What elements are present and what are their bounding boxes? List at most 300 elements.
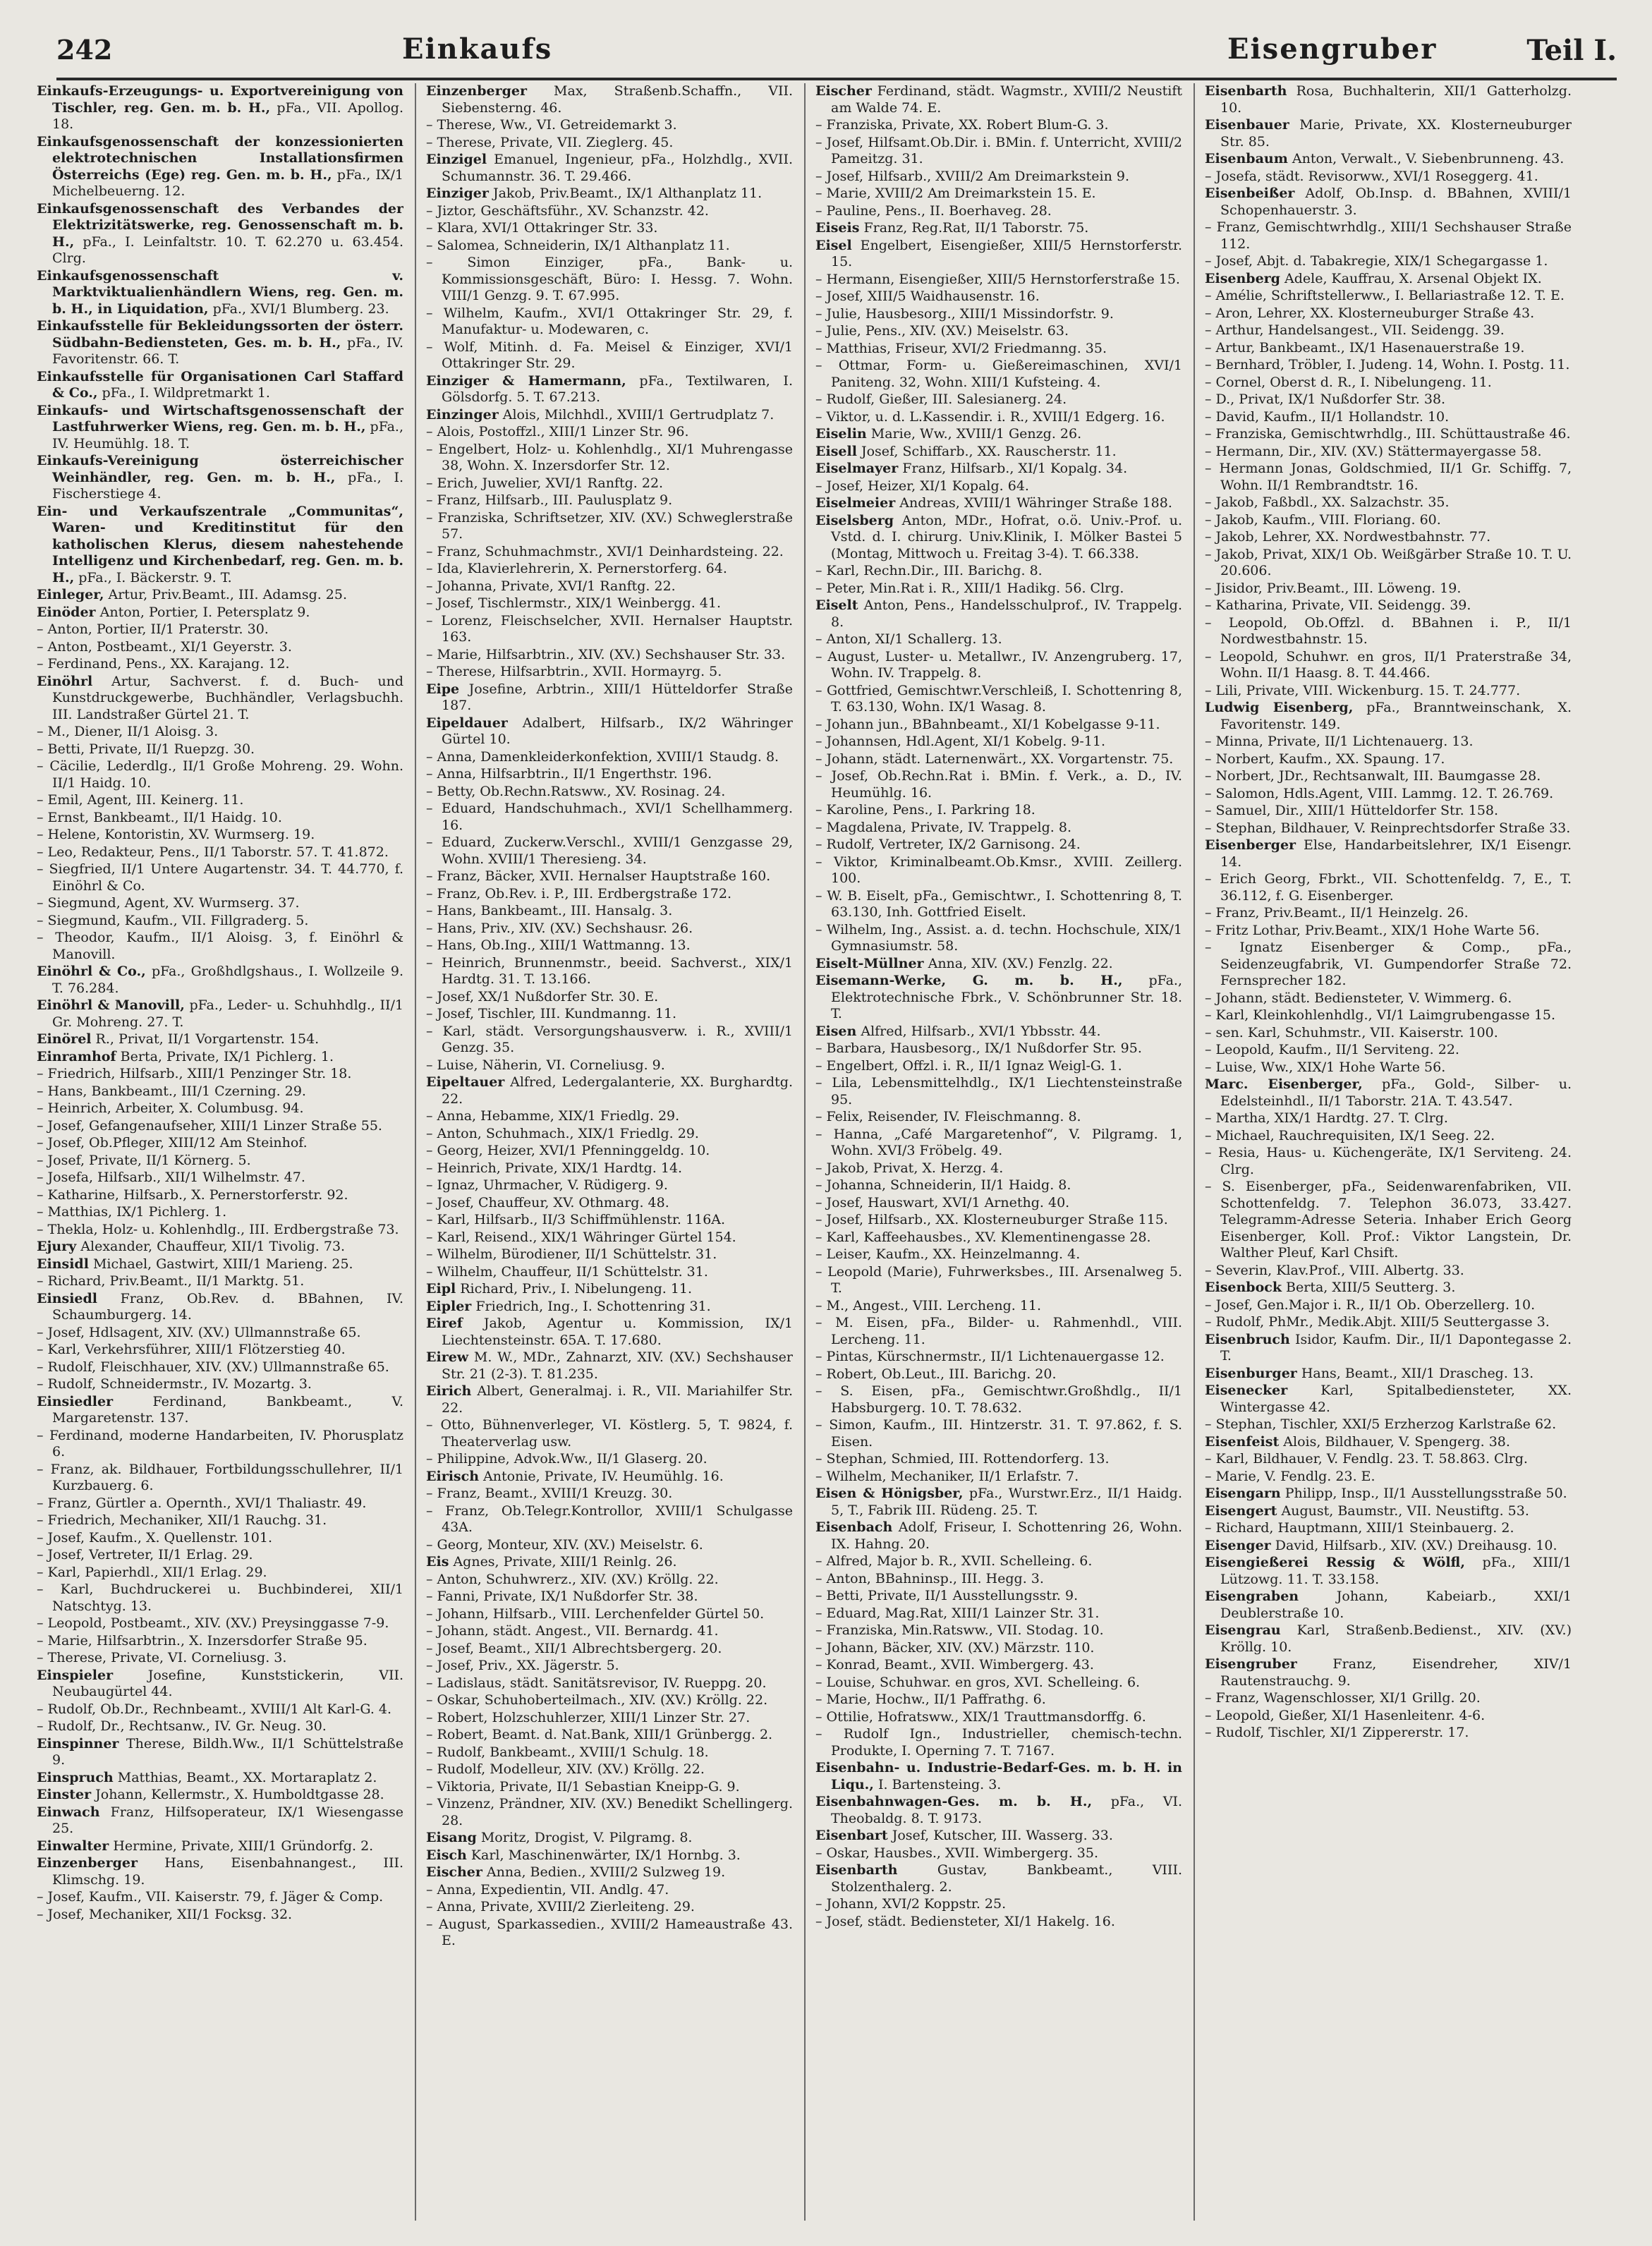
entry-name: Eisengießerei Ressig & Wölfl, xyxy=(1205,1555,1465,1570)
directory-entry xyxy=(426,561,793,578)
entry-name: Eisen & Hönigsber, xyxy=(815,1486,964,1501)
entry-details: pFa., I. Leinfaltstr. 10. T. 62.270 u. 63.454. Clrg. xyxy=(52,233,403,266)
entry-details: – Viktoria, Private, II/1 Sebastian Kneipp-G. 9. xyxy=(426,1778,740,1795)
directory-entry xyxy=(37,1291,403,1324)
entry-details: – Stephan, Tischler, XXI/5 Erzherzog Karlstraße 62. xyxy=(1205,1416,1557,1432)
directory-entry xyxy=(815,1605,1182,1622)
directory-entry xyxy=(815,854,1182,887)
directory-entry xyxy=(426,1469,793,1486)
directory-entry xyxy=(1205,391,1572,408)
entry-details: – M. Eisen, pFa., Bilder- u. Rahmenhdl., VIII. Lercheng. 11. xyxy=(815,1315,1182,1347)
entry-details: – Anton, Portier, II/1 Praterstr. 30. xyxy=(37,621,269,637)
directory-entry xyxy=(1205,871,1572,904)
entry-name: Einsidl xyxy=(37,1256,89,1272)
entry-details: – Josef, Private, II/1 Körnerg. 5. xyxy=(37,1152,251,1168)
directory-entry xyxy=(37,997,403,1031)
directory-entry xyxy=(1205,1060,1572,1076)
directory-entry xyxy=(426,1024,793,1057)
directory-entry xyxy=(37,587,403,604)
entry-details: – Jisidor, Priv.Beamt., III. Löweng. 19. xyxy=(1205,580,1462,596)
entry-details: – Wilhelm, Bürodiener, II/1 Schüttelstr. 31. xyxy=(426,1246,717,1262)
entry-name: Einster xyxy=(37,1787,92,1802)
directory-entry xyxy=(37,1083,403,1100)
directory-entry xyxy=(815,922,1182,955)
directory-entry xyxy=(426,1537,793,1554)
entry-details: – Ferdinand, Pens., XX. Karajang. 12. xyxy=(37,656,290,672)
directory-entry xyxy=(37,1736,403,1769)
entry-details: – Franz, Schuhmachmstr., XVI/1 Deinhardsteing. 22. xyxy=(426,543,784,559)
directory-entry xyxy=(1205,820,1572,837)
entry-details: – Lorenz, Fleischselcher, XVII. Hernalser Hauptstr. 163. xyxy=(426,612,793,645)
entry-details: – Karoline, Pens., I. Parkring 18. xyxy=(815,802,1035,818)
entry-details: Adolf, Ob.Insp. d. BBahnen, XVIII/1 Schopenhauerstr. 3. xyxy=(1220,186,1572,218)
entry-name: Eisenburger xyxy=(1205,1365,1297,1381)
entry-details: – sen. Karl, Schuhmstr., VII. Kaiserstr. 100. xyxy=(1205,1024,1498,1040)
directory-entry xyxy=(37,1787,403,1804)
directory-entry xyxy=(37,844,403,861)
entry-details: – Otto, Bühnenverleger, VI. Köstlerg. 5, T. 9824, f. Theaterverlag usw. xyxy=(426,1417,793,1450)
directory-entry xyxy=(815,495,1182,512)
entry-details: – W. B. Eiselt, pFa., Gemischtwr., I. Schottenring 8, T. 63.130, Inh. Gottfried Eiselt. xyxy=(815,887,1182,920)
entry-details: Adolf, Friseur, I. Schottenring 26, Wohn. IX. Hahng. 20. xyxy=(831,1519,1182,1552)
directory-entry xyxy=(815,1177,1182,1194)
directory-entry xyxy=(1205,837,1572,870)
entry-details: – Konrad, Beamt., XVII. Wimbergerg. 43. xyxy=(815,1657,1094,1673)
entry-name: Eis xyxy=(426,1554,449,1570)
entry-details: – Josef, Kaufm., X. Quellenstr. 101. xyxy=(37,1529,273,1546)
entry-details: – Emil, Agent, III. Keinerg. 11. xyxy=(37,792,244,808)
entry-details: Marie, Ww., XVIII/1 Genzg. 26. xyxy=(866,426,1082,442)
directory-entry xyxy=(426,1383,793,1416)
entry-name: Einkaufsstelle für Organisationen Carl Staffard & Co., xyxy=(37,368,403,401)
entry-details: – Heinrich, Arbeiter, X. Columbusg. 94. xyxy=(37,1100,304,1116)
entry-details: – Eduard, Mag.Rat, XIII/1 Lainzer Str. 31. xyxy=(815,1605,1100,1621)
entry-details: Johann, Kabeiarb., XXI/1 Deublerstraße 10. xyxy=(1220,1589,1572,1621)
directory-entry xyxy=(426,613,793,646)
entry-name: Einsiedler xyxy=(37,1393,114,1409)
directory-entry xyxy=(815,1760,1182,1793)
entry-details: – Felix, Reisender, IV. Fleischmanng. 8. xyxy=(815,1109,1081,1124)
directory-entry xyxy=(815,1109,1182,1126)
entry-name: Einramhof xyxy=(37,1048,116,1064)
entry-details: Anna, XIV. (XV.) Fenzlg. 22. xyxy=(923,955,1113,971)
entry-details: – Josef, Vertreter, II/1 Erlag. 29. xyxy=(37,1547,253,1562)
entry-name: Einkaufs- und Wirtschaftsgenossenschaft der Lastfuhrwerker Wiens, reg. Gen. m. b. H., xyxy=(37,402,403,435)
directory-entry xyxy=(815,1914,1182,1931)
entry-name: Eiselmeier xyxy=(815,495,896,511)
directory-entry xyxy=(815,117,1182,134)
directory-entry xyxy=(37,1100,403,1117)
entry-details: – S. Eisenberger, pFa., Seidenwarenfabriken, VII. Schottenfeldg. 7. Telephon 36.073, 33.427. Telegramm-Adresse Seteria. Inhaber Erich Georg Eisenberger, Koll. Prof.: Viktor Langstein, Dr. Walther Pleuf, Karl Chsift. xyxy=(1205,1179,1572,1261)
directory-entry xyxy=(426,475,793,492)
entry-name: Eisenbeißer xyxy=(1205,186,1295,201)
directory-entry xyxy=(37,1495,403,1512)
entry-details: Artur, Priv.Beamt., III. Adamsg. 25. xyxy=(104,587,348,602)
directory-entry xyxy=(37,1462,403,1495)
directory-entry xyxy=(426,1589,793,1605)
directory-entry xyxy=(1205,1128,1572,1145)
entry-details: – Anna, Hilfsarbtrin., II/1 Engerthstr. 196. xyxy=(426,766,712,782)
directory-entry xyxy=(815,1553,1182,1570)
entry-details: – Vinzenz, Prändner, XIV. (XV.) Benedikt Schellingerg. 28. xyxy=(426,1796,793,1828)
entry-details: – Marie, Hilfsarbtrin., X. Inzersdorfer Straße 95. xyxy=(37,1632,368,1649)
entry-details: – Heinrich, Brunnenmstr., beeid. Sachverst., XIX/1 Hardtg. 31. T. 13.166. xyxy=(426,954,793,987)
directory-entry xyxy=(37,134,403,200)
entry-details: pFa., XVI/1 Blumberg. 23. xyxy=(208,301,389,317)
entry-details: – Josef, Mechaniker, XII/1 Focksg. 32. xyxy=(37,1906,293,1922)
directory-entry xyxy=(815,1349,1182,1366)
directory-entry xyxy=(426,1830,793,1847)
entry-name: Einkaufsgenossenschaft v. Marktviktualienhändlern Wiens, reg. Gen. m. b. H., in Liquidation, xyxy=(37,267,403,317)
directory-entry xyxy=(37,674,403,724)
entry-name: Eisenbock xyxy=(1205,1280,1282,1295)
entry-name: Einkaufs-Vereinigung österreichischer Weinhändler, reg. Gen. m. b. H., xyxy=(37,453,403,485)
entry-details: – Resia, Haus- u. Küchengeräte, IX/1 Serviteng. 24. Clrg. xyxy=(1205,1145,1572,1177)
entry-details: – Josef, Hauswart, XVI/1 Arnethg. 40. xyxy=(815,1194,1070,1210)
entry-details: – D., Privat, IX/1 Nußdorfer Str. 38. xyxy=(1205,391,1446,407)
entry-details: – Josef, XX/1 Nußdorfer Str. 30. E. xyxy=(426,988,659,1004)
entry-details: pFa., Großhdlgshaus., I. Wollzeile 9. T. 76.284. xyxy=(52,964,403,996)
directory-entry xyxy=(37,895,403,912)
directory-entry xyxy=(426,203,793,220)
entry-details: – Ida, Klavierlehrerin, X. Pernerstorferg. 64. xyxy=(426,561,727,576)
entry-details: – Wilhelm, Kaufm., XVI/1 Ottakringer Str. 29, f. Manufaktur- u. Modewaren, c. xyxy=(426,305,793,337)
directory-entry xyxy=(815,1040,1182,1057)
entry-name: Einöhrl xyxy=(37,673,93,689)
directory-entry xyxy=(426,1554,793,1571)
directory-entry xyxy=(1205,649,1572,682)
directory-entry xyxy=(426,1006,793,1023)
entry-details: – Heinrich, Private, XIX/1 Hardtg. 14. xyxy=(426,1160,683,1176)
entry-details: – Josefa, städt. Revisorww., XVI/1 Roseggerg. 41. xyxy=(1205,168,1538,184)
directory-entry xyxy=(1205,1434,1572,1451)
entry-details: – Helene, Kontoristin, XV. Wurmserg. 19. xyxy=(37,827,315,842)
directory-entry xyxy=(1205,1520,1572,1537)
entry-details: – Georg, Monteur, XIV. (XV.) Meiselstr. 6. xyxy=(426,1536,703,1553)
directory-entry xyxy=(815,391,1182,408)
entry-details: – Amélie, Schriftstellerww., I. Bellariastraße 12. T. E. xyxy=(1205,288,1565,303)
directory-entry xyxy=(1205,219,1572,253)
entry-name: Eipeltauer xyxy=(426,1074,505,1090)
entry-details: Josef, Kutscher, III. Wasserg. 33. xyxy=(887,1828,1113,1843)
entry-details: – Franziska, Schriftsetzer, XIV. (XV.) Schweglerstraße 57. xyxy=(426,509,793,542)
directory-entry xyxy=(426,1675,793,1692)
entry-details: Emanuel, Ingenieur, pFa., Holzhdlg., XVII. Schumannstr. 36. T. 29.466. xyxy=(442,152,793,184)
entry-name: Einöder xyxy=(37,604,96,620)
entry-details: – Salomon, Hdls.Agent, VIII. Lammg. 12. T. 26.769. xyxy=(1205,785,1554,801)
entry-details: – Karl, Verkehrsführer, XIII/1 Flötzerstieg 40. xyxy=(37,1342,346,1357)
directory-entry xyxy=(426,1349,793,1383)
entry-name: Einleger, xyxy=(37,587,104,602)
directory-entry xyxy=(1205,1486,1572,1503)
entry-name: Einspinner xyxy=(37,1735,119,1752)
directory-entry xyxy=(1205,1076,1572,1110)
directory-entry xyxy=(1205,1589,1572,1622)
entry-name: Eisengert xyxy=(1205,1503,1277,1519)
directory-entry xyxy=(426,1761,793,1778)
directory-entry xyxy=(815,238,1182,271)
entry-details: – Betty, Ob.Rechn.Ratsww., XV. Rosinag. 24. xyxy=(426,783,726,799)
directory-entry xyxy=(1205,1538,1572,1555)
entry-details: Richard, Priv., I. Nibelungeng. 11. xyxy=(456,1281,693,1297)
entry-name: Eiselin xyxy=(815,426,867,442)
entry-details: Berta, Private, IX/1 Pichlerg. 1. xyxy=(116,1048,334,1064)
entry-details: pFa., Elektrotechnische Fbrk., V. Schönbrunner Str. 18. T. xyxy=(831,973,1182,1021)
directory-entry xyxy=(426,220,793,237)
directory-entry xyxy=(37,1031,403,1048)
entry-details: – Georg, Heizer, XVI/1 Pfenninggeldg. 10. xyxy=(426,1143,710,1158)
directory-entry xyxy=(426,903,793,920)
directory-entry xyxy=(426,238,793,255)
entry-details: – Alfred, Major b. R., XVII. Schelleing. 6. xyxy=(815,1553,1093,1569)
directory-entry xyxy=(815,1486,1182,1519)
entry-details: – Jiztor, Geschäftsführ., XV. Schanzstr. 42. xyxy=(426,202,709,219)
directory-entry xyxy=(426,1451,793,1468)
entry-details: – Minna, Private, II/1 Lichtenauerg. 13. xyxy=(1205,734,1474,749)
entry-details: – Johann, städt. Laternenwärt., XX. Vorgartenstr. 75. xyxy=(815,751,1174,767)
entry-details: – Louise, Schuhwar. en gros, XVI. Schelleing. 6. xyxy=(815,1674,1141,1690)
entry-details: – M., Angest., VIII. Lercheng. 11. xyxy=(815,1297,1042,1313)
directory-entry xyxy=(815,1845,1182,1862)
entry-details: – Richard, Hauptmann, XIII/1 Steinbauerg. 2. xyxy=(1205,1520,1514,1536)
directory-entry xyxy=(37,1428,403,1461)
directory-entry xyxy=(37,201,403,267)
directory-entry xyxy=(1205,1297,1572,1314)
directory-entry xyxy=(1205,151,1572,168)
directory-entry xyxy=(1205,1708,1572,1725)
directory-entry xyxy=(37,1342,403,1359)
entry-name: Eischer xyxy=(815,83,872,99)
directory-entry xyxy=(1205,1110,1572,1127)
entry-details: I. Bartensteing. 3. xyxy=(873,1776,1002,1792)
entry-details: – Eduard, Handschuhmach., XVI/1 Schellhammerg. 16. xyxy=(426,801,793,833)
entry-details: – Arthur, Handelsangest., VII. Seidengg. 39. xyxy=(1205,322,1505,338)
directory-entry xyxy=(426,1230,793,1246)
entry-details: – Josef, Hdlsagent, XIV. (XV.) Ullmannstraße 65. xyxy=(37,1324,361,1340)
directory-entry xyxy=(1205,1503,1572,1520)
entry-details: – Johanna, Private, XVI/1 Ranftg. 22. xyxy=(426,578,676,594)
directory-entry xyxy=(815,1469,1182,1486)
directory-entry xyxy=(37,861,403,894)
entry-details: – Johanna, Schneiderin, II/1 Haidg. 8. xyxy=(815,1177,1071,1193)
entry-details: – Ignaz, Uhrmacher, V. Rüdigerg. 9. xyxy=(426,1177,668,1193)
entry-details: – Josef, Tischler, III. Kundmanng. 11. xyxy=(426,1006,677,1021)
directory-entry xyxy=(426,135,793,152)
entry-details: – Magdalena, Private, IV. Trappelg. 8. xyxy=(815,819,1071,835)
right-running-head: Eisengruber xyxy=(1227,32,1438,66)
entry-details: – Cäcilie, Lederdlg., II/1 Große Mohreng. 29. Wohn. II/1 Haidg. 10. xyxy=(37,758,403,791)
directory-entry xyxy=(815,1212,1182,1229)
directory-entry xyxy=(815,1366,1182,1383)
entry-details: – Rudolf, Modelleur, XIV. (XV.) Kröllg. 22. xyxy=(426,1761,705,1777)
entry-details: Alexander, Chauffeur, XII/1 Tivolig. 73. xyxy=(76,1239,346,1254)
entry-details: Alois, Milchhdl., XVIII/1 Gertrudplatz 7. xyxy=(498,406,775,423)
directory-entry xyxy=(37,1049,403,1066)
directory-entry xyxy=(1205,1725,1572,1742)
directory-entry xyxy=(815,1230,1182,1246)
entry-details: – Josef, Gen.Major i. R., II/1 Ob. Oberzellerg. 10. xyxy=(1205,1297,1536,1313)
directory-entry xyxy=(37,318,403,368)
entry-details: – Matthias, IX/1 Pichlerg. 1. xyxy=(37,1204,227,1220)
directory-entry xyxy=(426,1779,793,1796)
directory-entry xyxy=(1205,990,1572,1007)
directory-entry xyxy=(37,1118,403,1135)
directory-entry xyxy=(37,1650,403,1667)
entry-details: – Johann, XVI/2 Koppstr. 25. xyxy=(815,1896,1007,1912)
entry-details: Jakob, Priv.Beamt., IX/1 Althanplatz 11. xyxy=(488,186,763,201)
directory-entry xyxy=(815,973,1182,1023)
directory-entry xyxy=(426,1882,793,1899)
entry-details: – Therese, Hilfsarbtrin., XVII. Hormayrg. 5. xyxy=(426,664,722,679)
directory-entry xyxy=(426,955,793,988)
entry-name: Eisch xyxy=(426,1847,467,1863)
entry-details: – Ignatz Eisenberger & Comp., pFa., Seidenzeugfabrik, VI. Gumpendorfer Straße 72. Fernsprecher 182. xyxy=(1205,940,1572,988)
entry-name: Eipe xyxy=(426,681,460,697)
entry-details: – Johann, Hilfsarb., VIII. Lerchenfelder Gürtel 50. xyxy=(426,1605,765,1622)
entry-name: Eisenbart xyxy=(815,1828,888,1843)
entry-details: – Josef, Tischlermstr., XIX/1 Weinbergg. 41. xyxy=(426,595,722,611)
entry-details: – M., Diener, II/1 Aloisg. 3. xyxy=(37,724,219,739)
entry-details: pFa., Leder- u. Schuhhdlg., II/1 Gr. Mohreng. 27. T. xyxy=(52,997,403,1030)
entry-details: – Leiser, Kaufm., XX. Heinzelmanng. 4. xyxy=(815,1246,1081,1262)
directory-entry xyxy=(37,913,403,930)
entry-name: Eisenbach xyxy=(815,1519,893,1535)
entry-details: – Marie, V. Fendlg. 23. E. xyxy=(1205,1468,1375,1484)
entry-name: Eisengraben xyxy=(1205,1589,1299,1604)
directory-entry xyxy=(815,1726,1182,1759)
directory-entry xyxy=(1205,1690,1572,1707)
entry-details: – Robert, Beamt. d. Nat.Bank, XIII/1 Grünbergg. 2. xyxy=(426,1727,773,1742)
entry-details: – Josef, Hilfsarb., XX. Klosterneuburger Straße 115. xyxy=(815,1212,1168,1227)
entry-details: – Josef, Hilfsarb., XVIII/2 Am Dreimarkstein 9. xyxy=(815,168,1129,184)
directory-entry xyxy=(1205,734,1572,751)
entry-details: pFa., VI. Theobaldg. 8. T. 9173. xyxy=(831,1794,1182,1826)
entry-details: Marie, Private, XX. Klosterneuburger Str. 85. xyxy=(1220,117,1572,150)
directory-entry xyxy=(815,1896,1182,1913)
directory-entry xyxy=(37,1565,403,1582)
directory-entry xyxy=(426,1503,793,1536)
entry-details: Rosa, Buchhalterin, XII/1 Gatterholzg. 10. xyxy=(1220,83,1572,116)
directory-entry xyxy=(426,647,793,664)
entry-details: – Wilhelm, Chauffeur, II/1 Schüttelstr. 31. xyxy=(426,1263,708,1280)
directory-entry xyxy=(815,1058,1182,1075)
entry-details: – Severin, Klav.Prof., VIII. Albertg. 33. xyxy=(1205,1262,1464,1278)
entry-details: – Franz, Gemischtwrhdlg., XIII/1 Sechshauser Straße 112. xyxy=(1205,219,1572,252)
entry-details: – Stephan, Bildhauer, V. Reinprechtsdorfer Straße 33. xyxy=(1205,820,1571,836)
directory-entry xyxy=(815,513,1182,563)
column-1 xyxy=(37,83,403,2221)
entry-details: David, Hilfsarb., XIV. (XV.) Dreihausg. 10. xyxy=(1270,1537,1557,1553)
page-number: 242 xyxy=(56,34,113,66)
entry-details: Hans, Beamt., XII/1 Drascheg. 13. xyxy=(1296,1365,1534,1381)
directory-entry xyxy=(815,1024,1182,1040)
directory-entry xyxy=(37,724,403,741)
directory-entry xyxy=(1205,1145,1572,1178)
directory-entry xyxy=(426,305,793,339)
entry-details: – Pauline, Pens., II. Boerhaveg. 28. xyxy=(815,202,1052,219)
entry-details: – Engelbert, Holz- u. Kohlenhdlg., XI/1 Muhrengasse 38, Wohn. X. Inzersdorfer Str. 12. xyxy=(426,441,793,473)
entry-details: – Jakob, Kaufm., VIII. Floriang. 60. xyxy=(1205,511,1441,528)
entry-details: – Ottmar, Form- u. Gießereimaschinen, XVI/1 Paniteng. 32, Wohn. XIII/1 Kufsteing. 4. xyxy=(815,358,1182,390)
directory-entry xyxy=(1205,375,1572,391)
directory-entry xyxy=(815,1451,1182,1468)
directory-entry xyxy=(426,921,793,937)
entry-details: pFa., I. Wildpretmarkt 1. xyxy=(97,385,270,401)
entry-name: Eirew xyxy=(426,1349,469,1365)
entry-details: – Klara, XVI/1 Ottakringer Str. 33. xyxy=(426,220,658,236)
directory-entry xyxy=(426,1864,793,1881)
entry-details: – Robert, Holzschuhlerzer, XIII/1 Linzer Str. 27. xyxy=(426,1709,751,1725)
directory-entry xyxy=(815,1246,1182,1263)
entry-details: – Franz, Gürtler a. Opernth., XVI/1 Thaliastr. 49. xyxy=(37,1495,367,1511)
entry-details: Max, Straßenb.Schaffn., VII. Siebensterng. 46. xyxy=(442,83,793,116)
directory-entry xyxy=(815,203,1182,220)
entry-name: Eisengrau xyxy=(1205,1622,1281,1638)
directory-entry xyxy=(815,83,1182,116)
entry-details: – Marie, XVIII/2 Am Dreimarkstein 15. E. xyxy=(815,186,1096,201)
entry-details: – Norbert, Kaufm., XX. Spaung. 17. xyxy=(1205,751,1445,767)
directory-entry xyxy=(37,1701,403,1718)
directory-entry xyxy=(1205,186,1572,219)
entry-details: – Anton, Postbeamt., XI/1 Geyerstr. 3. xyxy=(37,638,292,655)
directory-entry xyxy=(815,272,1182,289)
directory-entry xyxy=(426,117,793,134)
entry-details: – Karl, Bildhauer, V. Fendlg. 23. T. 58.863. Clrg. xyxy=(1205,1451,1528,1467)
directory-entry xyxy=(1205,1263,1572,1280)
directory-entry xyxy=(37,930,403,963)
entry-details: – Johannsen, Hdl.Agent, XI/1 Kobelg. 9-11. xyxy=(815,734,1106,749)
entry-name: Eipler xyxy=(426,1298,472,1314)
directory-entry xyxy=(1205,461,1572,494)
entry-details: Franz, Eisendreher, XIV/1 Rautenstrauchg. 9. xyxy=(1220,1656,1572,1689)
directory-entry xyxy=(426,1899,793,1916)
directory-entry xyxy=(815,563,1182,580)
directory-entry xyxy=(1205,1042,1572,1059)
entry-details: – Leopold, Ob.Offzl. d. BBahnen i. P., II/1 Nordwestbahnstr. 15. xyxy=(1205,614,1572,647)
entry-details: – Engelbert, Offzl. i. R., II/1 Ignaz Weigl-G. 1. xyxy=(815,1057,1122,1074)
directory-entry xyxy=(1205,1469,1572,1486)
directory-entry xyxy=(815,734,1182,751)
entry-name: Eisenbaum xyxy=(1205,151,1288,166)
directory-entry xyxy=(1205,426,1572,443)
entry-details: – Julie, Pens., XIV. (XV.) Meiselstr. 63. xyxy=(815,323,1069,339)
directory-entry xyxy=(815,135,1182,168)
entry-details: – Erich Georg, Fbrkt., VII. Schottenfeldg. 7, E., T. 36.112, f. G. Eisenberger. xyxy=(1205,871,1572,904)
page-header xyxy=(56,28,1617,80)
entry-name: Eisenberg xyxy=(1205,270,1280,286)
entry-details: – Cornel, Oberst d. R., I. Nibelungeng. 11. xyxy=(1205,374,1492,390)
directory-entry xyxy=(37,1394,403,1427)
entry-details: Adalbert, Hilfsarb., IX/2 Währinger Gürtel 10. xyxy=(442,715,793,747)
entry-details: – Martha, XIX/1 Hardtg. 27. T. Clrg. xyxy=(1205,1110,1448,1126)
directory-entry xyxy=(1205,923,1572,940)
entry-details: Michael, Gastwirt, XIII/1 Marieng. 25. xyxy=(88,1256,353,1272)
entry-details: – Anton, XI/1 Schallerg. 13. xyxy=(815,631,1002,647)
directory-entry xyxy=(426,1177,793,1194)
entry-name: Ejury xyxy=(37,1239,77,1254)
directory-entry xyxy=(426,1264,793,1281)
entry-details: – Karl, Kaffeehausbes., XV. Klementinengasse 28. xyxy=(815,1229,1151,1245)
entry-details: Berta, XIII/5 Seutterg. 3. xyxy=(1282,1280,1456,1295)
directory-entry xyxy=(426,510,793,543)
directory-entry xyxy=(426,868,793,885)
entry-details: pFa., I. Bäckerstr. 9. T. xyxy=(74,569,232,585)
directory-entry xyxy=(426,1623,793,1640)
directory-entry xyxy=(37,1770,403,1787)
directory-entry xyxy=(426,1074,793,1107)
directory-entry xyxy=(815,956,1182,973)
directory-entry xyxy=(426,1572,793,1589)
